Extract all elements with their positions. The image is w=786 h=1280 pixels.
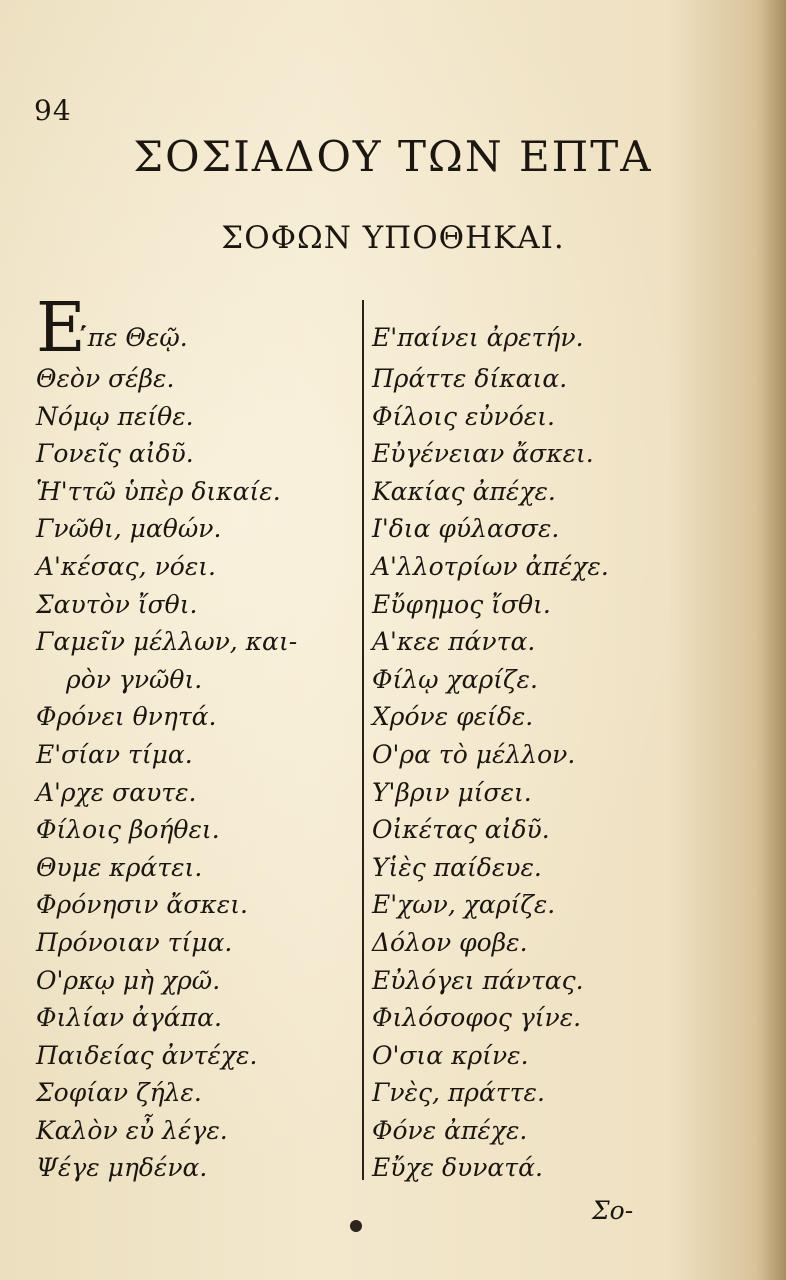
maxim-line: Φιλόσοφος γίνε. — [372, 1003, 582, 1033]
page-subtitle: ΣΟΦΩΝ ΥΠΟΘΗΚΑΙ. — [221, 220, 565, 256]
maxim-line: ρὸν γνῶθι. — [66, 664, 203, 694]
maxim-line: Φόνε ἀπέχε. — [372, 1115, 528, 1145]
maxim-line: Εὔχε δυνατά. — [372, 1153, 543, 1183]
drop-cap: Ε — [36, 289, 86, 368]
maxim-line: Φίλοις βοήθει. — [36, 815, 220, 845]
maxim-line: Φίλοις εὐνόει. — [372, 401, 555, 431]
maxim-line: Νόμῳ πείθε. — [36, 401, 194, 431]
maxim-line: Ο'σια κρίνε. — [372, 1040, 529, 1070]
maxim-line: Ε'σίαν τίμα. — [36, 739, 193, 769]
maxim-line: Φρόνει θνητά. — [36, 702, 217, 732]
maxim-line: Οἰκέτας αἰδῦ. — [372, 815, 550, 845]
page-title: ΣΟΣΙΑΔΟΥ ΤΩΝ ΕΠΤΑ — [133, 132, 653, 181]
maxim-line: Ψέγε μηδένα. — [36, 1153, 208, 1183]
maxim-line: Καλὸν εὖ λέγε. — [36, 1115, 228, 1145]
maxim-line: Α'κεε πάντα. — [372, 627, 536, 657]
maxim-line: Α'λλοτρίων ἀπέχε. — [372, 551, 609, 581]
left-column — [36, 290, 356, 1187]
maxim-line: Υἱὲς παίδευε. — [372, 852, 542, 882]
maxim-line: Α'κέσας, νόει. — [36, 551, 216, 581]
maxim-line: Ι'δια φύλασσε. — [372, 514, 560, 544]
maxim-line: Κακίας ἀπέχε. — [372, 476, 556, 506]
page-edge — [764, 0, 786, 1280]
maxim-text: ̔́πε Θεῷ. — [87, 323, 188, 352]
maxim-line: Ε'χων, χαρίζε. — [372, 890, 556, 920]
maxim-line — [36, 289, 356, 368]
maxim-line: Εὐγένειαν ἄσκει. — [372, 439, 594, 469]
maxim-line: Ο'ρα τὸ μέλλον. — [372, 739, 576, 769]
maxim-line: Δόλον φοβε. — [372, 927, 528, 957]
maxim-line: Θυμε κράτει. — [36, 852, 203, 882]
maxim-line: Ἡ'ττῶ ὑπὲρ δικαίε. — [36, 476, 281, 506]
maxim-line: Γνῶθι, μαθών. — [36, 514, 222, 544]
right-column — [372, 290, 702, 1187]
maxim-line: Γαμεῖν μέλλων, και- — [36, 627, 298, 657]
maxim-line: Γονεῖς αἰδῦ. — [36, 439, 194, 469]
maxim-line: Χρόνε φείδε. — [372, 702, 534, 732]
maxim-line: Εὔφημος ἴσθι. — [372, 589, 551, 619]
maxim-line: Σοφίαν ζήλε. — [36, 1078, 202, 1108]
maxim-line: Ε'παίνει ἀρετήν. — [372, 323, 584, 352]
maxim-line: Παιδείας ἀντέχε. — [36, 1040, 258, 1070]
maxim-line: Φίλῳ χαρίζε. — [372, 664, 538, 694]
maxim-line: Γνὲς, πράττε. — [372, 1078, 545, 1108]
column-divider — [362, 300, 364, 1180]
maxim-line: Ο'ρκῳ μὴ χρῶ. — [36, 965, 221, 995]
page-number: 94 — [34, 94, 72, 127]
maxim-line: Φιλίαν ἀγάπα. — [36, 1003, 222, 1033]
maxim-line: Πράττε δίκαια. — [372, 364, 568, 393]
maxim-line: Υ'βριν μίσει. — [372, 777, 532, 807]
maxim-line: Θεὸν σέβε. — [36, 364, 175, 393]
maxim-line: Σαυτὸν ἴσθι. — [36, 589, 198, 619]
maxim-line: Εὐλόγει πάντας. — [372, 965, 584, 995]
catchword: Σο- — [592, 1196, 634, 1225]
maxim-line: Φρόνησιν ἄσκει. — [36, 890, 248, 920]
maxim-line: Α'ρχε σαυτε. — [36, 777, 197, 807]
maxim-line: Πρόνοιαν τίμα. — [36, 927, 233, 957]
ink-spot — [350, 1220, 362, 1232]
